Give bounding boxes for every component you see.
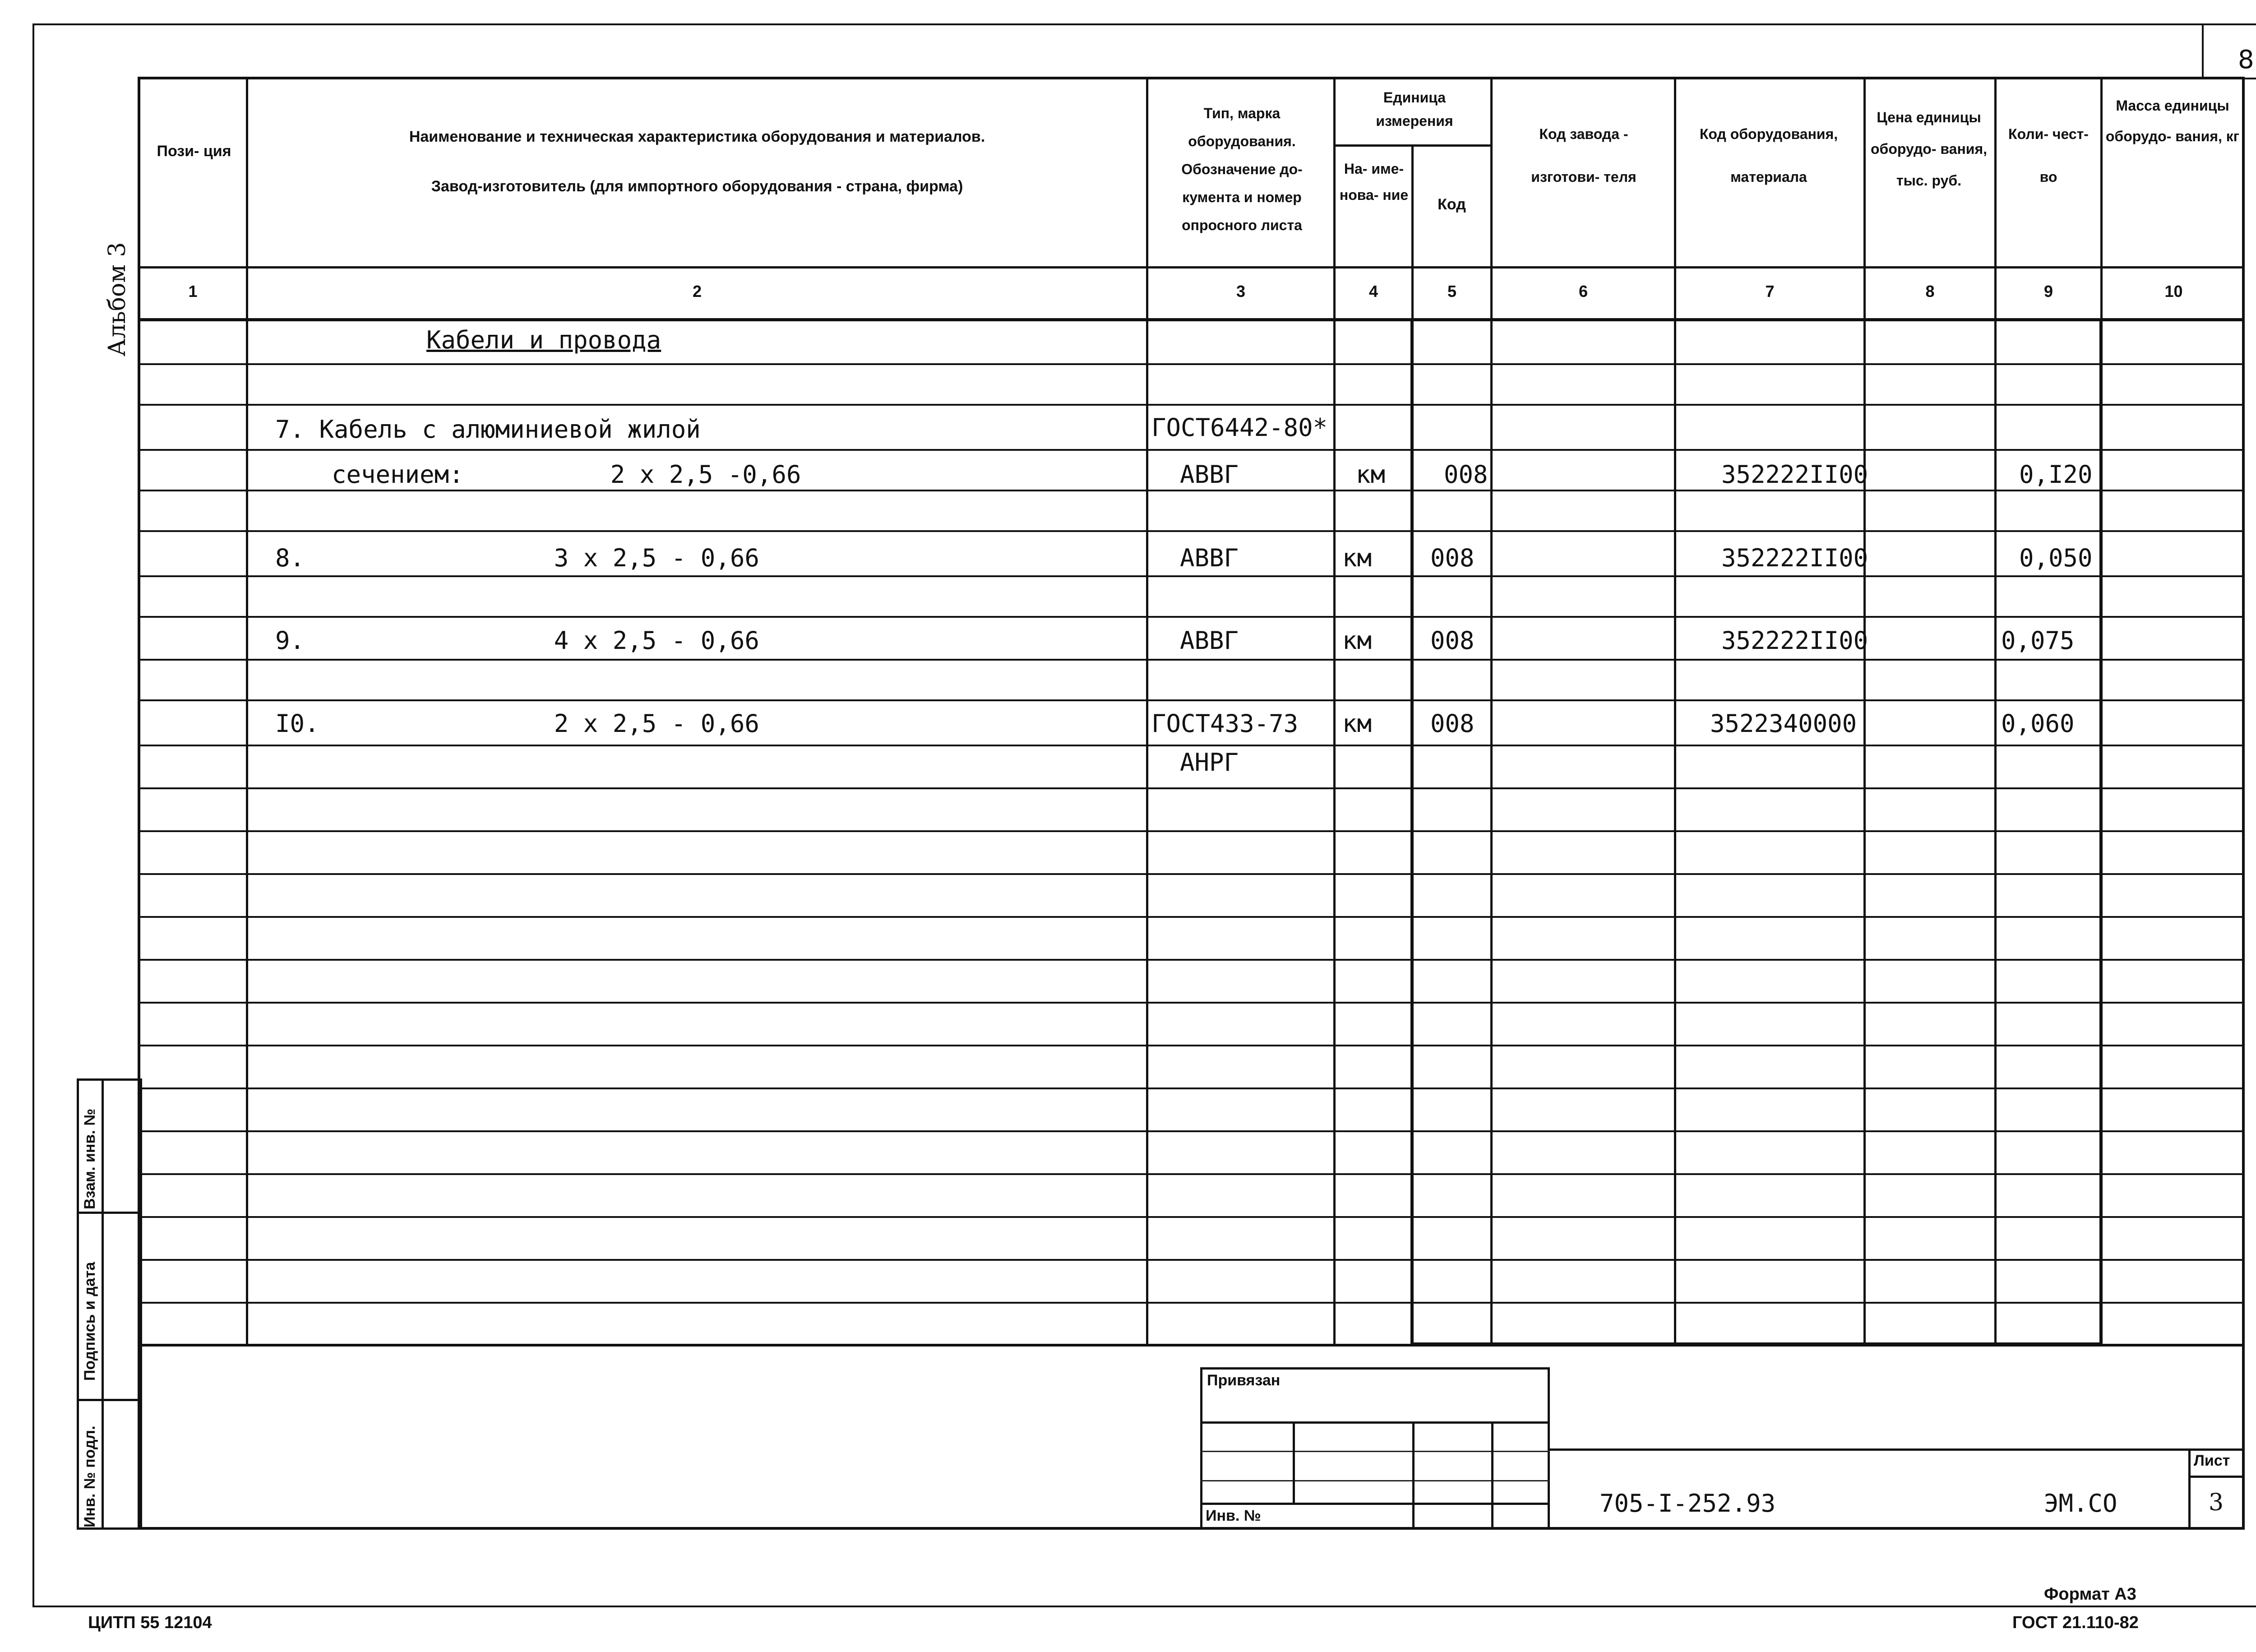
table-row-line <box>138 873 2245 875</box>
row10b-type: АНРГ <box>1180 748 1239 777</box>
doc-number: 705-I-252.93 <box>1600 1489 1776 1518</box>
table-row-line <box>138 659 2245 661</box>
table-row-line <box>138 916 2245 918</box>
row10-qty: 0,060 <box>2001 709 2075 738</box>
row8-code: 008 <box>1430 544 1475 572</box>
row10-name: I0. 2 х 2,5 - 0,66 <box>275 709 759 738</box>
row10-code: 008 <box>1430 709 1475 738</box>
row7b-type: АВВГ <box>1180 460 1239 489</box>
list-label: Лист <box>2194 1452 2230 1469</box>
table-row-line <box>138 404 2245 406</box>
row8-type: АВВГ <box>1180 544 1239 572</box>
row9-name: 9. 4 х 2,5 - 0,66 <box>275 626 759 655</box>
header-col9: Коли- чест- во <box>2008 126 2089 185</box>
privyazan-line <box>1200 1421 1550 1424</box>
section-title: Кабели и провода <box>426 326 661 354</box>
table-row-line <box>138 699 2245 701</box>
row7-type: ГОСТ6442-80* <box>1151 413 1328 442</box>
row8-matcode: 352222II00 <box>1721 544 1868 572</box>
doc-code: ЭМ.СО <box>2044 1489 2117 1518</box>
header-col7: Код оборудования, материала <box>1699 126 1838 185</box>
table-row-line <box>138 1002 2245 1004</box>
title-doc-line <box>1550 1448 2245 1451</box>
row9-code: 008 <box>1430 626 1475 655</box>
side-stamp-divider <box>102 1078 104 1530</box>
footer-left: ЦИТП 55 12104 <box>88 1613 212 1632</box>
table-row-line <box>138 787 2245 789</box>
table-row-line <box>138 363 2245 365</box>
row7b-qty: 0,I20 <box>2019 460 2093 489</box>
header-col8: Цена единицы оборудо- вания, тыс. руб. <box>1871 109 1987 189</box>
row9-unit: км <box>1342 626 1372 655</box>
colnum-10: 10 <box>2164 282 2183 301</box>
colnum-5: 5 <box>1447 282 1457 301</box>
header-col10: Масса единицы оборудо- вания, кг <box>2105 97 2240 144</box>
colnum-6: 6 <box>1578 282 1588 301</box>
colnum-4: 4 <box>1368 282 1378 301</box>
table-row-line <box>138 490 2245 491</box>
colnum-1: 1 <box>188 282 198 301</box>
row10-unit: км <box>1342 709 1372 738</box>
colnum-8: 8 <box>1925 282 1935 301</box>
header-col2-line1: Наименование и техническая характеристика оборудования и материалов. <box>409 128 985 145</box>
row7-name: 7. Кабель с алюминиевой жилой <box>275 415 701 444</box>
row8-name: 8. 3 х 2,5 - 0,66 <box>275 544 759 572</box>
header-col3: Тип, марка оборудования. Обозначение до- кумента и номер опросного листа <box>1181 105 1303 233</box>
row10-matcode: 3522340000 <box>1710 709 1857 738</box>
privyazan-box <box>1200 1367 1550 1530</box>
header-col6: Код завода - изготови- теля <box>1531 126 1637 185</box>
row8-qty: 0,050 <box>2019 544 2093 572</box>
row7b-unit: км <box>1356 460 1386 489</box>
table-row-line <box>138 1045 2245 1046</box>
inv-no-label: Инв. № <box>1206 1507 1261 1524</box>
row9-type: АВВГ <box>1180 626 1239 655</box>
header-col1: Пози- ция <box>157 143 231 160</box>
table-row-line <box>138 745 2245 746</box>
table-row-line <box>138 959 2245 961</box>
sheet-corner-number: 8 <box>2238 45 2254 74</box>
privyazan-col <box>1412 1421 1415 1530</box>
table-row-line <box>138 1173 2245 1175</box>
row7b-code: 008 <box>1444 460 1488 489</box>
header-col4: На- име- нова- ние <box>1339 161 1409 203</box>
table-row-line <box>138 449 2245 451</box>
row7b-matcode: 352222II00 <box>1721 460 1868 489</box>
row9-matcode: 352222II00 <box>1721 626 1868 655</box>
side-stamp-line <box>77 1399 142 1401</box>
colnum-bottom-line <box>138 318 2245 321</box>
table-row-line <box>138 1087 2245 1089</box>
table-row-line <box>138 1259 2245 1261</box>
privyazan-col <box>1293 1421 1295 1503</box>
table-row-line <box>138 575 2245 577</box>
side-stamp-podpis: Подпись и дата <box>81 1262 98 1381</box>
privyazan-line <box>1200 1503 1550 1505</box>
row8-unit: км <box>1342 544 1372 572</box>
table-row-line <box>138 1130 2245 1132</box>
privyazan-col <box>1491 1421 1493 1530</box>
side-stamp-vzam: Взам. инв. № <box>81 1108 98 1209</box>
row7b-name: сечением: 2 х 2,5 -0,66 <box>332 460 801 489</box>
colnum-7: 7 <box>1765 282 1775 301</box>
colnum-2: 2 <box>692 282 702 301</box>
privyazan-line <box>1200 1451 1550 1452</box>
header-col45-group: Единица измерения <box>1376 89 1453 129</box>
table-row-line <box>138 830 2245 832</box>
title-block-top <box>138 1344 2245 1347</box>
row10-type: ГОСТ433-73 <box>1151 709 1299 738</box>
album-label: Альбом 3 <box>104 242 131 356</box>
list-number: 3 <box>2209 1489 2224 1516</box>
footer-format: Формат А3 <box>2044 1585 2136 1604</box>
table-row-line <box>138 1216 2245 1218</box>
row9-qty: 0,075 <box>2001 626 2075 655</box>
header-col2-line2: Завод-изготовитель (для импортного оборудования - страна, фирма) <box>431 178 963 195</box>
header-bottom-line <box>138 266 2245 268</box>
colnum-3: 3 <box>1236 282 1246 301</box>
side-stamp-invpodl: Инв. № подл. <box>81 1425 98 1527</box>
list-box-line <box>2188 1476 2245 1478</box>
header-col5: Код <box>1438 196 1466 213</box>
colnum-9: 9 <box>2043 282 2053 301</box>
privyazan-label: Привязан <box>1207 1372 1281 1389</box>
table-row-line <box>138 616 2245 618</box>
footer-gost: ГОСТ 21.110-82 <box>2012 1613 2139 1632</box>
table-row-line <box>138 1302 2245 1304</box>
unit-group-line <box>1333 144 1491 147</box>
side-stamp-line <box>77 1212 142 1214</box>
privyazan-line <box>1200 1480 1550 1481</box>
table-row-line <box>138 530 2245 532</box>
